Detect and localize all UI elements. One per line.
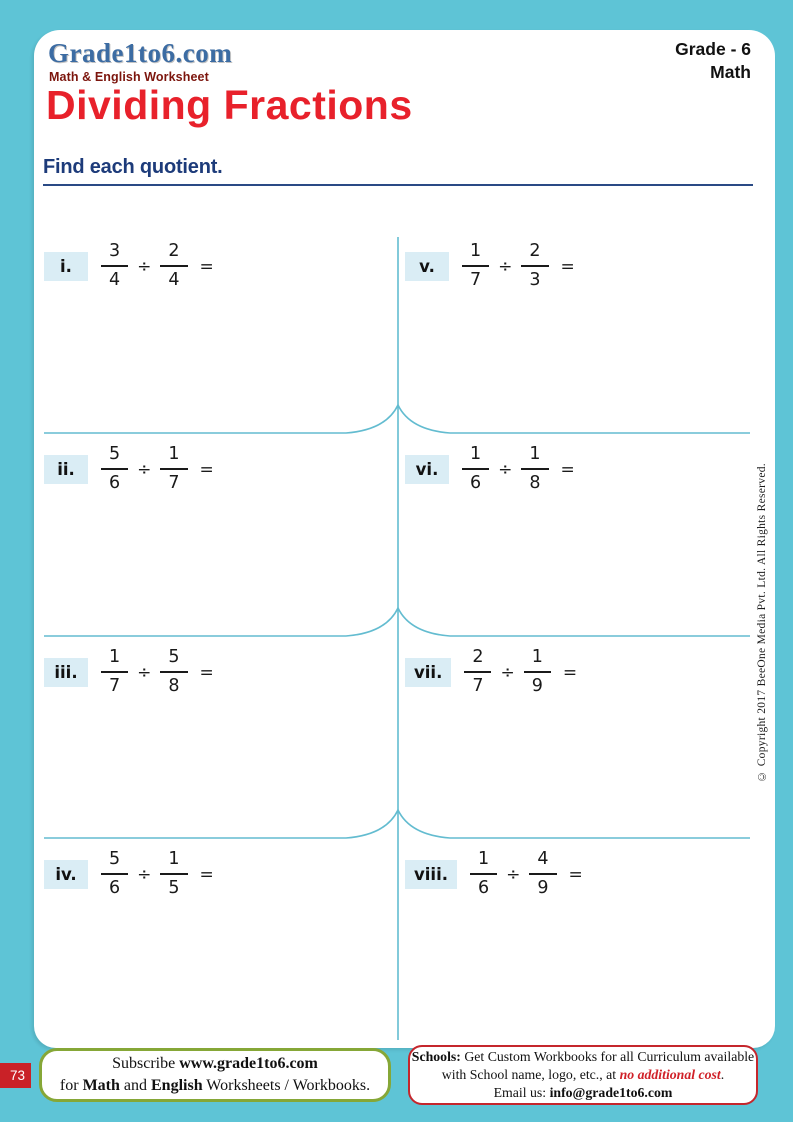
numerator: 1: [160, 444, 187, 470]
equals-sign: =: [562, 663, 578, 683]
fraction-divisor: [160, 849, 187, 899]
subscribe-line-1: [112, 1053, 318, 1075]
problem-viii: [405, 830, 583, 918]
problem-iii: [44, 628, 214, 716]
grade-label: Grade - 6: [675, 39, 751, 59]
fraction-dividend: [101, 647, 128, 697]
denominator: 6: [470, 473, 482, 493]
fraction-dividend: [464, 647, 491, 697]
numerator: 2: [160, 241, 187, 267]
fraction-dividend: [101, 444, 128, 494]
schools-line-2: [442, 1066, 724, 1084]
numerator: 1: [101, 647, 128, 673]
equals-sign: =: [199, 663, 214, 683]
page-number: 73: [9, 1068, 25, 1083]
subscribe-banner: [39, 1048, 391, 1102]
subject-label: Math: [710, 61, 751, 82]
schools-banner: [408, 1045, 758, 1105]
division-sign: ÷: [137, 460, 152, 480]
schools-text: Email us:: [493, 1085, 550, 1101]
problem-vii: [405, 628, 577, 716]
problem-ii: [44, 425, 214, 513]
equals-sign: =: [199, 460, 214, 480]
denominator: 6: [109, 878, 121, 898]
subscribe-text: for: [59, 1077, 83, 1094]
problem-v: [405, 222, 575, 310]
page-title: Dividing Fractions: [46, 82, 413, 128]
subscribe-url: www.grade1to6.com: [179, 1055, 318, 1073]
division-sign: ÷: [137, 663, 152, 683]
equals-sign: =: [199, 257, 214, 277]
problem-label: iv.: [44, 860, 88, 889]
division-sign: ÷: [498, 460, 513, 480]
equals-sign: =: [199, 865, 214, 885]
numerator: 2: [521, 241, 548, 267]
fraction-divisor: [529, 849, 556, 899]
denominator: 7: [472, 676, 484, 696]
fraction-dividend: [101, 849, 128, 899]
numerator: 5: [101, 444, 128, 470]
numerator: 5: [160, 647, 187, 673]
numerator: 1: [470, 849, 497, 875]
denominator: 6: [109, 473, 121, 493]
schools-text: with School name, logo, etc., at: [441, 1066, 620, 1082]
problem-label: v.: [405, 252, 449, 281]
equals-sign: =: [568, 865, 583, 885]
equals-sign: =: [560, 460, 575, 480]
subscribe-line-2: [60, 1075, 370, 1097]
fraction-dividend: [470, 849, 497, 899]
page-number-badge: [0, 1063, 31, 1088]
numerator: 3: [101, 241, 128, 267]
worksheet-panel: [34, 30, 775, 1048]
denominator: 7: [109, 676, 121, 696]
denominator: 9: [531, 676, 543, 696]
no-additional-cost-text: no additional cost: [619, 1066, 721, 1082]
fraction-dividend: [462, 241, 489, 291]
fraction-divisor: [160, 444, 187, 494]
numerator: 1: [524, 647, 551, 673]
denominator: 6: [478, 878, 490, 898]
fraction-dividend: [462, 444, 489, 494]
numerator: 1: [462, 444, 489, 470]
subscribe-text: and: [119, 1077, 151, 1094]
division-sign: ÷: [500, 663, 515, 683]
subscribe-text: Worksheets / Workbooks.: [202, 1077, 371, 1094]
numerator: 4: [529, 849, 556, 875]
subscribe-english: English: [151, 1077, 203, 1094]
numerator: 1: [160, 849, 187, 875]
fraction-divisor: [521, 444, 548, 494]
division-sign: ÷: [506, 865, 521, 885]
denominator: 9: [537, 878, 549, 898]
copyright-sidebar: [753, 350, 771, 895]
fraction-divisor: [160, 241, 187, 291]
numerator: 1: [462, 241, 489, 267]
denominator: 8: [168, 676, 180, 696]
fraction-divisor: [524, 647, 551, 697]
denominator: 4: [168, 270, 180, 290]
problem-vi: [405, 425, 575, 513]
contact-email: info@grade1to6.com: [549, 1085, 673, 1101]
division-sign: ÷: [137, 257, 152, 277]
division-sign: ÷: [137, 865, 152, 885]
division-sign: ÷: [498, 257, 513, 277]
instruction-text: Find each quotient.: [43, 156, 223, 178]
copyright-text: © Copyright 2017 BeeOne Media Pvt. Ltd. All Rights Reserved.: [756, 463, 768, 782]
equals-sign: =: [560, 257, 575, 277]
subscribe-text: Subscribe: [112, 1055, 180, 1073]
schools-line-3: [494, 1084, 673, 1102]
problem-label: vi.: [405, 455, 449, 484]
fraction-divisor: [521, 241, 548, 291]
denominator: 7: [470, 270, 482, 290]
fraction-dividend: [101, 241, 128, 291]
problem-label: viii.: [405, 860, 457, 889]
problem-i: [44, 222, 214, 310]
site-tagline: Math & English Worksheet: [49, 70, 209, 84]
denominator: 8: [529, 473, 541, 493]
numerator: 1: [521, 444, 548, 470]
problem-label: vii.: [405, 658, 451, 687]
numerator: 2: [464, 647, 491, 673]
problem-label: ii.: [44, 455, 88, 484]
site-logo: Grade1to6.com: [48, 38, 233, 68]
fraction-divisor: [160, 647, 187, 697]
subscribe-math: Math: [82, 1077, 120, 1094]
schools-text: .: [720, 1066, 725, 1082]
problem-label: iii.: [44, 658, 88, 687]
numerator: 5: [101, 849, 128, 875]
schools-text: Get Custom Workbooks for all Curriculum available: [460, 1048, 755, 1064]
problem-iv: [44, 830, 214, 918]
problem-label: i.: [44, 252, 88, 281]
denominator: 3: [529, 270, 541, 290]
denominator: 7: [168, 473, 180, 493]
schools-label: Schools:: [411, 1048, 461, 1064]
schools-line-1: [412, 1048, 754, 1066]
denominator: 4: [109, 270, 121, 290]
denominator: 5: [168, 878, 180, 898]
